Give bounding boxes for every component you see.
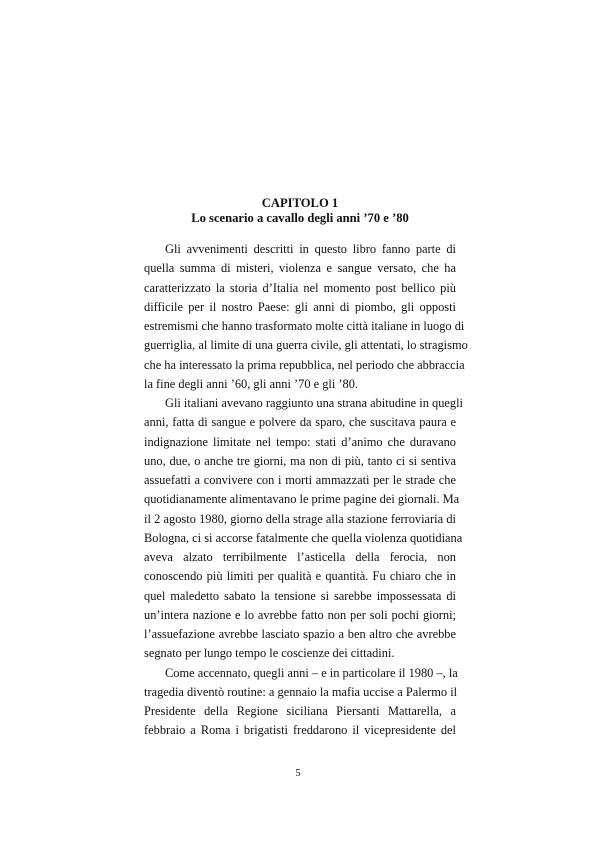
text-line: il 2 agosto 1980, giorno della strage alla stazione ferroviaria di — [144, 511, 456, 526]
body-text — [144, 240, 468, 741]
text-line: estremismi che hanno trasformato molte città italiane in luogo di — [144, 319, 465, 333]
text-line: anni, fatta di sangue e polvere da sparo, che suscitava paura e — [144, 415, 456, 430]
text-line: segnato per lungo tempo le coscienze dei cittadini. — [144, 646, 395, 661]
text-line: Bologna, ci si accorse fatalmente che quella violenza quotidiana — [144, 530, 463, 545]
paragraph — [144, 664, 456, 741]
chapter-number: CAPITOLO 1 — [261, 196, 339, 210]
text-line: quotidianamente alimentavano le prime pagine dei giornali. Ma — [144, 492, 460, 507]
text-line: difficile per il nostro Paese: gli anni di piombo, gli opposti — [144, 299, 456, 314]
chapter-title: Lo scenario a cavallo degli anni ’70 e ’80 — [191, 211, 409, 225]
text-line: la fine degli anni ’60, gli anni ’70 e gli ’80. — [144, 376, 359, 391]
text-line: Come accennato, quegli anni – e in particolare il 1980 –, la — [165, 665, 458, 680]
text-line: tragedia diventò routine: a gennaio la mafia uccise a Palermo il — [144, 684, 458, 699]
page-number: 5 — [295, 768, 301, 779]
text-line: quella summa di misteri, violenza e sangue versato, che ha — [144, 261, 456, 276]
text-line: uno, due, o anche tre giorni, ma non di più, tanto ci si sentiva — [144, 453, 456, 468]
text-line: quel maledetto sabato la tensione si sarebbe impossessata di — [144, 588, 456, 603]
text-line: caratterizzato la storia d’Italia nel momento post bellico più — [144, 280, 456, 295]
text-line: assuefatti a convivere con i morti ammazzati per le strade che — [144, 473, 456, 487]
text-line: febbraio a Roma i brigatisti freddarono il vicepresidente del — [144, 723, 456, 738]
text-line: aveva alzato terribilmente l’asticella della ferocia, non — [144, 550, 456, 564]
paragraph — [144, 240, 468, 394]
text-line: Gli italiani avevano raggiunto una strana abitudine in quegli — [165, 396, 463, 410]
text-line: indignazione limitate nel tempo: stati d’animo che duravano — [144, 434, 456, 449]
text-line: Gli avvenimenti descritti in questo libro fanno parte di — [165, 242, 456, 256]
paragraph — [144, 394, 463, 664]
text-line: che ha interessato la prima repubblica, nel periodo che abbraccia — [144, 357, 465, 372]
text-line: conoscendo più limiti per qualità e quantità. Fu chiaro che in — [144, 569, 456, 584]
text-line: guerriglia, al limite di una guerra civile, gli attentati, lo stragismo — [144, 338, 468, 353]
text-line: Presidente della Regione siciliana Piersanti Mattarella, a — [144, 704, 456, 718]
text-line: un’intera nazione e lo avrebbe fatto non per soli pochi giorni; — [144, 607, 456, 622]
text-line: l’assuefazione avrebbe lasciato spazio a ben altro che avrebbe — [144, 627, 456, 641]
